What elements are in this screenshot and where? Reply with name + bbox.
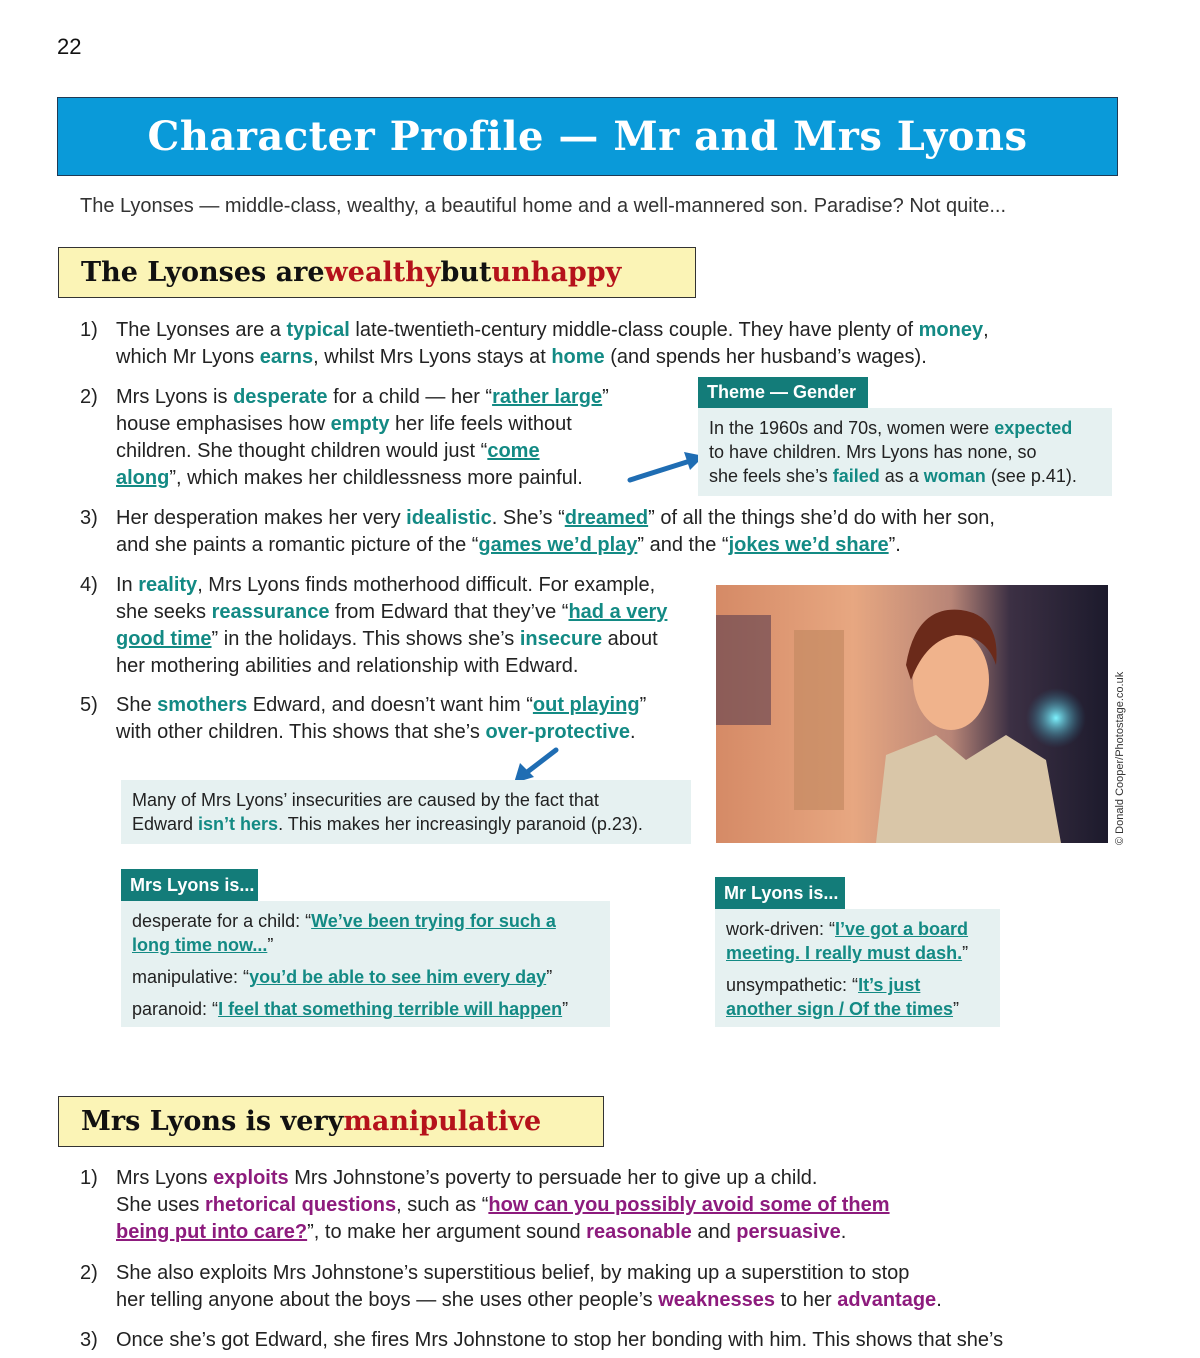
list-item: [80, 317, 1120, 373]
keyword: insecure: [519, 628, 603, 650]
list-item: [80, 505, 1120, 561]
mrs-lyons-tab: Mrs Lyons is...: [121, 869, 258, 901]
text: Her desperation makes her very: [116, 507, 407, 529]
text: .: [629, 721, 636, 743]
item-number: 3): [80, 507, 98, 529]
keyword: reassurance: [211, 601, 330, 623]
quote: dreamed: [564, 507, 649, 529]
text: ”: [546, 967, 553, 987]
text: In the 1960s and 70s, women were: [709, 418, 995, 438]
quote: along: [116, 467, 170, 489]
text: , such as “: [396, 1194, 489, 1216]
keyword: money: [918, 319, 984, 341]
text: Once she’s got Edward, she fires Mrs Johnstone to stop her bonding with him. This shows that she’s: [116, 1329, 1004, 1351]
text: Many of Mrs Lyons’ insecurities are caused by the fact that: [132, 790, 599, 810]
keyword: reasonable: [586, 1221, 692, 1243]
item-body: [116, 572, 667, 680]
text: The Lyonses are a: [116, 319, 287, 341]
trait-label: desperate for a child: “: [132, 911, 312, 931]
item-body: [116, 1165, 890, 1246]
text: Mrs Lyons is: [116, 386, 234, 408]
text: which Mr Lyons: [116, 346, 260, 368]
quote: We’ve been trying for such a: [311, 911, 556, 931]
text: .: [840, 1221, 847, 1243]
section-heading-wealthy-unhappy: [58, 247, 696, 298]
keyword: isn’t hers: [198, 814, 279, 834]
keyword: idealistic: [406, 507, 492, 529]
mr-lyons-tab: Mr Lyons is...: [715, 877, 845, 909]
quote: rather large: [492, 386, 603, 408]
text: her life feels without: [389, 413, 572, 435]
text: she feels she’s: [709, 466, 833, 486]
quote: come: [487, 440, 540, 462]
quote: I’ve got a board: [835, 919, 969, 939]
list-item: [80, 1260, 1120, 1316]
arrow-icon: [626, 450, 708, 486]
text: Mrs Johnstone’s poverty to persuade her to give up a child.: [288, 1167, 818, 1189]
text: ,: [983, 319, 989, 341]
theme-tab: Theme — Gender: [698, 377, 868, 408]
heading-text: The Lyonses are: [81, 257, 325, 288]
text: .: [936, 1289, 942, 1311]
heading-highlight: manipulative: [343, 1106, 542, 1137]
item-body: [116, 1327, 1003, 1354]
quote: good time: [116, 628, 212, 650]
keyword: earns: [259, 346, 314, 368]
text: and she paints a romantic picture of the “: [116, 534, 479, 556]
quote: had a very: [568, 601, 668, 623]
quote: being put into care?: [116, 1221, 308, 1243]
text: ”, which makes her childlessness more painful.: [169, 467, 583, 489]
text: as a: [879, 466, 924, 486]
list-item: [80, 1327, 1120, 1355]
list-item: [80, 692, 700, 748]
text: her telling anyone about the boys — she uses other people’s: [116, 1289, 659, 1311]
section-heading-manipulative: [58, 1096, 604, 1147]
text: In: [116, 574, 139, 596]
keyword: failed: [832, 466, 880, 486]
mrs-lyons-box: [121, 901, 610, 1027]
quote: meeting. I really must dash.: [726, 943, 963, 963]
list-item: [80, 572, 710, 682]
keyword: smothers: [157, 694, 248, 716]
keyword: reality: [138, 574, 198, 596]
text: from Edward that they’ve “: [329, 601, 569, 623]
keyword: over-protective: [485, 721, 630, 743]
keyword: rhetorical questions: [204, 1194, 397, 1216]
text: . She’s “: [491, 507, 565, 529]
item-number: 1): [80, 319, 98, 341]
keyword: weaknesses: [658, 1289, 775, 1311]
page-number: 22: [57, 34, 82, 59]
heading-text: but: [440, 257, 492, 288]
item-body: [116, 692, 646, 746]
trait-label: unsympathetic: “: [726, 975, 859, 995]
item-number: 2): [80, 1262, 98, 1284]
text: She also exploits Mrs Johnstone’s superstitious belief, by making up a superstition to stop: [116, 1262, 910, 1284]
quote: I feel that something terrible will happen: [218, 999, 563, 1019]
quote: you’d be able to see him every day: [249, 967, 547, 987]
text: She: [116, 694, 158, 716]
photo-illustration: [716, 585, 1108, 843]
keyword: expected: [994, 418, 1073, 438]
text: Edward, and doesn’t want him “: [247, 694, 533, 716]
text: her mothering abilities and relationship with Edward.: [116, 655, 579, 677]
item-number: 1): [80, 1167, 98, 1189]
text: and: [691, 1221, 737, 1243]
page-title: Character Profile — Mr and Mrs Lyons: [147, 113, 1028, 160]
text: late-twentieth-century middle-class couple. They have plenty of: [349, 319, 919, 341]
note-box: [121, 780, 691, 844]
quote: long time now...: [132, 935, 268, 955]
text: ”: [962, 943, 969, 963]
trait-label: work-driven: “: [726, 919, 836, 939]
trait-label: manipulative: “: [132, 967, 250, 987]
text: (and spends her husband’s wages).: [604, 346, 927, 368]
text: to have children. Mrs Lyons has none, so: [709, 442, 1037, 462]
heading-highlight: wealthy: [324, 257, 441, 288]
text: Edward: [132, 814, 199, 834]
quote: games we’d play: [478, 534, 638, 556]
item-number: 3): [80, 1329, 98, 1351]
item-body: [116, 384, 609, 492]
theme-box: [698, 408, 1112, 496]
quote: another sign / Of the times: [726, 999, 954, 1019]
text: she seeks: [116, 601, 212, 623]
quote: It’s just: [858, 975, 921, 995]
text: ”: [639, 694, 647, 716]
text: house emphasises how: [116, 413, 331, 435]
quote: out playing: [532, 694, 640, 716]
text: ”: [953, 999, 960, 1019]
photo-credit: [1108, 660, 1130, 845]
list-item: [80, 1165, 1120, 1248]
keyword: desperate: [233, 386, 328, 408]
quote: how can you possibly avoid some of them: [488, 1194, 890, 1216]
keyword: home: [551, 346, 605, 368]
intro-text: The Lyonses — middle-class, wealthy, a beautiful home and a well-mannered son. Paradise? Not quite...: [80, 195, 1007, 217]
text: ”: [602, 386, 609, 408]
text: ” and the “: [637, 534, 729, 556]
text: ”: [267, 935, 274, 955]
item-body: [116, 317, 989, 371]
text: , Mrs Lyons finds motherhood difficult. For example,: [197, 574, 656, 596]
title-banner: [57, 97, 1118, 176]
heading-text: Mrs Lyons is very: [81, 1106, 344, 1137]
keyword: advantage: [837, 1289, 937, 1311]
text: She uses: [116, 1194, 205, 1216]
text: about: [602, 628, 658, 650]
text: for a child — her “: [327, 386, 493, 408]
list-item: [80, 384, 680, 494]
text: , whilst Mrs Lyons stays at: [313, 346, 552, 368]
text: ”, to make her argument sound: [307, 1221, 587, 1243]
keyword: persuasive: [736, 1221, 841, 1243]
item-body: [116, 1260, 942, 1314]
heading-highlight: unhappy: [491, 257, 622, 288]
photo-credit-text: © Donald Cooper/Photostage.co.uk: [1114, 671, 1126, 845]
text: to her: [774, 1289, 838, 1311]
keyword: woman: [923, 466, 986, 486]
text: ” of all the things she’d do with her son,: [648, 507, 995, 529]
keyword: typical: [286, 319, 350, 341]
quote: jokes we’d share: [728, 534, 889, 556]
text: ”.: [888, 534, 901, 556]
trait-label: paranoid: “: [132, 999, 219, 1019]
mr-lyons-box: [715, 909, 1000, 1027]
text: ” in the holidays. This shows she’s: [211, 628, 520, 650]
keyword: empty: [330, 413, 390, 435]
text: ”: [562, 999, 569, 1019]
text: with other children. This shows that she’s: [116, 721, 486, 743]
text: (see p.41).: [985, 466, 1077, 486]
text: children. She thought children would just “: [116, 440, 488, 462]
item-body: [116, 505, 995, 559]
item-number: 5): [80, 694, 98, 716]
item-number: 2): [80, 386, 98, 408]
stage-photo: [716, 585, 1108, 843]
keyword: exploits: [213, 1167, 289, 1189]
item-number: 4): [80, 574, 98, 596]
text: Mrs Lyons: [116, 1167, 214, 1189]
text: . This makes her increasingly paranoid (p.23).: [278, 814, 643, 834]
